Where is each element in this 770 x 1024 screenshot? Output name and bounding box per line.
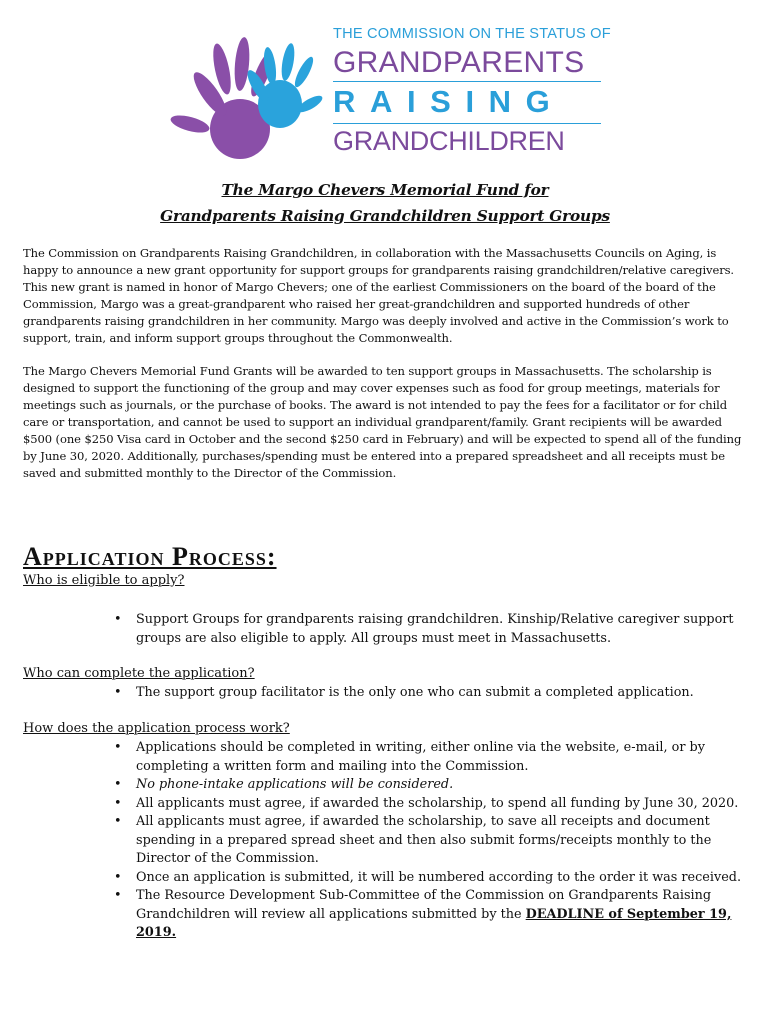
question-who-completes: Who can complete the application? (23, 666, 255, 681)
logo-wordmark (333, 24, 613, 157)
eligibility-list (114, 611, 746, 648)
bullet-icon: • (114, 612, 122, 627)
list-item: • No phone-intake applications will be considered. (136, 776, 746, 795)
intro-paragraph: The Commission on Grandparents Raising Grandchildren, in collaboration with the Massachusetts Councils on Aging, is happy to announce a new grant opportunity for support groups for grandparents raising grandchildren/relative caregivers. This new grant is named in honor of Margo Chevers; one of the earliest Commissioners on the board of the board of the Commission, Margo was a great-grandparent who raised her great-grandchildren and supported hundreds of other grandparents raising grandchildren in her community. Margo was deeply involved and active in the Commission’s work to support, train, and inform support groups throughout the Commonwealth. (23, 246, 735, 345)
deadline-text: DEADLINE of September 19, 2019. (136, 906, 732, 940)
logo-line-commission: THE COMMISSION ON THE STATUS OF (333, 26, 611, 42)
list-item: • The Resource Development Sub-Committee of the Commission on Grandparents Raising Grandchildren will review all applications submitted by the DEADLINE of September 19, 2019. (114, 888, 732, 940)
section-heading: Application Process: (23, 542, 277, 571)
question-process: How does the application process work? (23, 721, 290, 736)
process-list (114, 739, 746, 943)
list-item: • Support Groups for grandparents raising grandchildren. Kinship/Relative caregiver support groups are also eligible to apply. All groups must meet in Massachusetts. (114, 612, 734, 646)
question-eligibility: Who is eligible to apply? (23, 573, 185, 588)
list-item: • The support group facilitator is the only one who can submit a completed application. (136, 684, 746, 703)
bullet-icon: • (114, 814, 122, 829)
bullet-icon: • (114, 685, 122, 700)
handprints-icon (170, 24, 330, 164)
document-title-line1: The Margo Chevers Memorial Fund for (221, 181, 549, 199)
logo-line-grandchildren: GRANDCHILDREN (333, 126, 565, 156)
document-title-line2: Grandparents Raising Grandchildren Support Groups (160, 207, 610, 225)
grant-details-paragraph: The Margo Chevers Memorial Fund Grants will be awarded to ten support groups in Massachusetts. The scholarship is designed to support the functioning of the group and may cover expenses such as food for group meetings, materials for meetings such as journals, or the purchase of books. The award is not intended to pay the fees for a facilitator or for child care or transportation, and cannot be used to support an individual grandparent/family. Grant recipients will be awarded $500 (one $250 Visa card in October and the second $250 card in February) and will be expected to spend all of the funding by June 30, 2020. Additionally, purchases/spending must be entered into a prepared spreadsheet and all receipts must be saved and submitted monthly to the Director of the Commission. (23, 364, 742, 480)
who-completes-list (114, 684, 746, 703)
bullet-icon: • (114, 795, 122, 811)
logo-line-raising: RAISING (333, 84, 565, 119)
bullet-icon: • (114, 869, 122, 885)
bullet-icon: • (114, 740, 122, 755)
bullet-icon: • (114, 888, 122, 903)
logo-divider (333, 123, 601, 124)
list-item: • Applications should be completed in writing, either online via the website, e-mail, or by completing a written form and mailing into the Commission. (114, 740, 705, 774)
bullet-icon: • (114, 777, 122, 792)
commission-logo (170, 24, 610, 164)
list-item: • All applicants must agree, if awarded the scholarship, to save all receipts and document spending in a prepared spread sheet and then also submit forms/receipts monthly to the Director of the Commission. (114, 814, 712, 866)
logo-line-grandparents: GRANDPARENTS (333, 46, 585, 79)
list-item: • Once an application is submitted, it will be numbered according to the order it was received. (136, 869, 746, 888)
list-item: • All applicants must agree, if awarded the scholarship, to spend all funding by June 30, 2020. (136, 795, 746, 814)
logo-divider (333, 81, 601, 82)
